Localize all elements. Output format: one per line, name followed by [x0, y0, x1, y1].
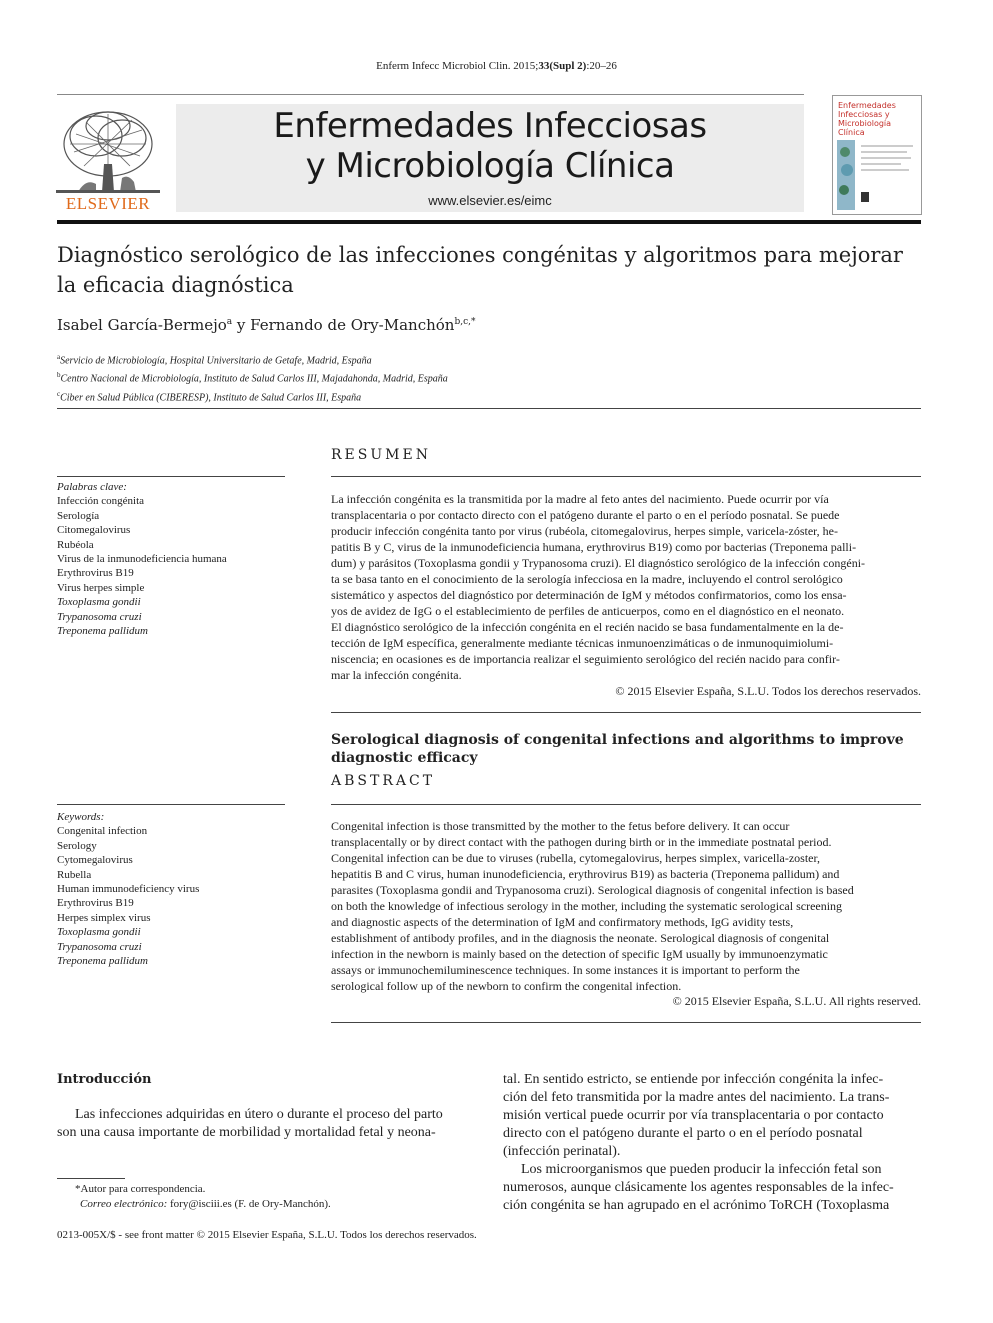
abstract-divider [331, 804, 921, 805]
keyword: Serología [57, 509, 100, 522]
correspondence-note: *Autor para correspondencia. [75, 1183, 206, 1195]
keywords-en: Keywords: Congenital infection Serology Cytomegalovirus Rubella Human immunodeficiency virus Erythrovirus B19 Herpes simplex virus Toxoplasma gondii Trypanosoma cruzi Treponema pallidum [57, 810, 285, 968]
email-note: Correo electrónico: fory@isciii.es (F. de Ory-Manchón). [80, 1198, 331, 1210]
keyword: Treponema pallidum [57, 955, 148, 968]
affiliation: $^a$Servicio de Microbiología, Hospital Universitario de Getafe, Madrid, España [57, 353, 372, 367]
keyword: Human immunodeficiency virus [57, 883, 200, 896]
keyword: Virus herpes simple [57, 581, 145, 594]
keywords-es: Palabras clave: Infección congénita Serología Citomegalovirus Rubéola Virus de la inmunodeficiencia humana Erythrovirus B19 Virus herpes simple Toxoplasma gondii Trypanosoma cruzi Treponema pallidum [57, 480, 285, 638]
footnote-rule [57, 1178, 125, 1179]
section-heading-introduccion: Introducción [57, 1072, 152, 1087]
issn-line: 0213-005X/$ - see front matter © 2015 Elsevier España, S.L.U. Todos los derechos reservados. [57, 1229, 477, 1241]
english-title: Serological diagnosis of congenital infections and algorithms to improve diagnostic efficacy [331, 732, 904, 766]
resumen-heading: RESUMEN [331, 447, 431, 463]
keyword: Toxoplasma gondii [57, 926, 141, 939]
keyword: Rubella [57, 868, 92, 881]
journal-url-link[interactable]: www.elsevier.es/eimc [428, 193, 552, 208]
author-name[interactable]: Isabel García-Bermejo [57, 316, 227, 334]
keyword: Herpes simplex virus [57, 911, 151, 924]
abstract-end-divider [331, 1022, 921, 1023]
abstract-heading: ABSTRACT [331, 773, 436, 789]
journal-cover-thumbnail [832, 95, 922, 215]
keyword: Virus de la inmunodeficiencia humana [57, 553, 227, 566]
keywords-divider [57, 476, 285, 477]
resumen-end-divider [331, 712, 921, 713]
author-list: Isabel García-Bermejo$^a$ y Fernando de Ory-Manchón$^{b,c,*}$ [57, 316, 476, 334]
body-column-left: Las infecciones adquiridas en útero o durante el proceso del parto son una causa importante de morbilidad y mortalidad fetal y neona- [57, 1107, 443, 1140]
keyword: Trypanosoma cruzi [57, 610, 142, 623]
email-link[interactable]: fory@isciii.es (F. de Ory-Manchón). [167, 1198, 331, 1210]
journal-title: Enfermedades Infecciosas y Microbiología Clínica [273, 106, 707, 186]
author-name[interactable]: Fernando de Ory-Manchón [250, 316, 455, 334]
header-bottom-bar [57, 220, 921, 224]
header-top-rule [57, 94, 804, 95]
keyword: Serology [57, 839, 97, 852]
cover-illustration-icon [837, 140, 917, 210]
keyword: Citomegalovirus [57, 524, 131, 537]
abstract-copyright: © 2015 Elsevier España, S.L.U. All rights reserved. [672, 994, 921, 1008]
journal-citation: Enferm Infecc Microbiol Clin. 2015;33(Supl 2):20–26 [376, 60, 617, 72]
keyword: Toxoplasma gondii [57, 596, 141, 609]
keyword: Treponema pallidum [57, 625, 148, 638]
cover-title: Enfermedades Infecciosas y Microbiología Clínica [838, 101, 896, 137]
keyword: Trypanosoma cruzi [57, 940, 142, 953]
affiliation: $^c$Ciber en Salud Pública (CIBERESP), Instituto de Salud Carlos III, España [57, 389, 362, 403]
affiliation: $^b$Centro Nacional de Microbiología, Instituto de Salud Carlos III, Majadahonda, Madrid, España [57, 371, 448, 385]
abstract-text: Congenital infection is those transmitted by the mother to the fetus before delivery. It can occur transplacentally or by direct contact with the pathogen during birth or in the immediate postnatal period. Congenital infection can be due to viruses (rubella, cytomegalovirus, herpes simplex, varicella-zoster, hepatitis B and C virus, human inunodeficiencia, erythrovirus B19) as bacteria (Treponema pallidum) and parasites (Toxoplasma gondii and Trypanosoma cruzi). Serological diagnosis of congenital infection is based on both the knowledge of infectious serology in the mother, including the systematic serological screening and diagnostic aspects of the determination of IgM and confirmatory methods, IgG avidity tests, establishment of antibody profiles, and in the diagnosis the neonate. Serological diagnosis of congenital infection in the newborn is mainly based on the detection of specific IgM usually by immunoenzymatic assays or immunochemiluminescence techniques. In some instances it is important to perform the serological follow up of the newborn to confirm the congenital infection. [331, 819, 854, 993]
section-divider [57, 408, 921, 409]
keyword: Cytomegalovirus [57, 854, 133, 867]
resumen-divider [331, 476, 921, 477]
resumen-text: La infección congénita es la transmitida por la madre al feto antes del nacimiento. Puede ocurrir por vía transplacentaria o por contacto directo con el patógeno durante el parto o en el período posnatal. Se puede producir infección congénita tanto por virus (rubéola, citomegalovirus, herpes simple, varicela-zóster, he- patitis B y C, virus de la inmunodeficiencia humana, erythrovirus B19) como por bacterias (Treponema palli- dum) y parásitos (Toxoplasma gondii y Trypanosoma cruzi). El diagnóstico serológico de la infección congéni- ta se basa tanto en el conocimiento de la serología infecciosa en la madre, incluyendo el control serológico sistemático y aspectos del diagnóstico por determinación de IgM y métodos confirmatorios, como los ensa- yos de avidez de IgG o el establecimiento de perfiles de anticuerpos, como en el diagnóstico en el neonato. El diagnóstico serológico de la infección congénita en el recién nacido se basa fundamentalmente en la de- tección de IgM específica, generalmente mediante técnicas inmunoenzimáticas o de inmunoquimiolumi- niscencia; en ocasiones es de importancia realizar el seguimiento serológico del recién nacido para confir- mar la infección congénita. [331, 492, 866, 682]
article-title: Diagnóstico serológico de las infecciones congénitas y algoritmos para mejorar la eficacia diagnóstica [57, 243, 903, 297]
resumen-copyright: © 2015 Elsevier España, S.L.U. Todos los derechos reservados. [615, 684, 921, 698]
keyword: Erythrovirus B19 [57, 897, 134, 910]
affiliations [57, 350, 448, 405]
keywords-divider [57, 804, 285, 805]
keyword: Infección congénita [57, 495, 145, 508]
body-column-right: tal. En sentido estricto, se entiende por infección congénita la infec- ción del feto transmitida por la madre antes del nacimiento. La trans- misión vertical puede ocurrir por vía transplacentaria o por contacto directo con el patógeno durante el parto o en el período posnatal (infección perinatal). Los microorganismos que pueden producir la infección fetal son numerosos, aunque clásicamente los agentes responsables de la infec- ción congénita se han agrupado en el acrónimo ToRCH (Toxoplasma [503, 1072, 894, 1213]
keyword: Congenital infection [57, 825, 148, 838]
keyword: Erythrovirus B19 [57, 567, 134, 580]
keyword: Rubéola [57, 538, 94, 551]
publisher-name: ELSEVIER [65, 194, 151, 213]
